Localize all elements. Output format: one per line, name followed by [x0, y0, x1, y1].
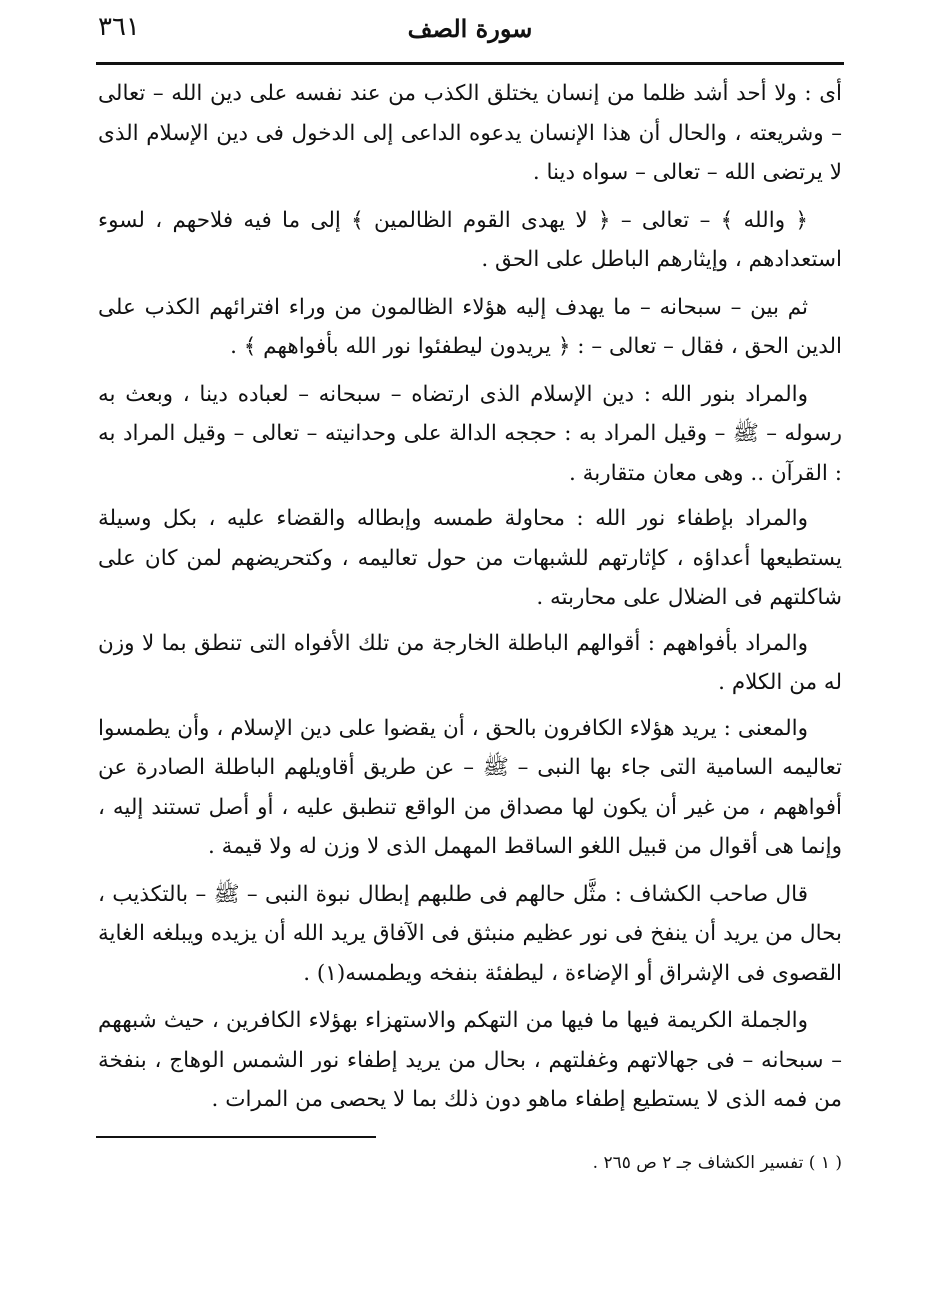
footnote-divider: [96, 1136, 376, 1138]
paragraph: والجملة الكريمة فيها ما فيها من التهكم والاستهزاء بهؤلاء الكافرين ، حيث شبههم – سبحانه – فى جهالاتهم وغفلتهم ، بحال من يريد إطفاء نور الشمس الوهاج ، بنفخة من فمه الذى لا يستطيع إطفاء ماهو دون ذلك بما لا يحصى من المرات .: [98, 1008, 842, 1112]
paragraph: ﴿ والله ﴾ – تعالى – ﴿ لا يهدى القوم الظالمين ﴾ إلى ما فيه فلاحهم ، لسوء استعدادهم ، وإيثارهم الباطل على الحق .: [98, 207, 842, 272]
header-divider: [96, 62, 844, 65]
running-title: سورة الصف: [407, 14, 533, 43]
body-text: [98, 74, 842, 1128]
paragraph: أى : ولا أحد أشد ظلما من إنسان يختلق الكذب من عند نفسه على دين الله – تعالى – وشريعته ، والحال أن هذا الإنسان يدعوه الداعى إلى الدخول فى دين الإسلام الذى لا يرتضى الله – تعالى – سواه دينا .: [98, 81, 842, 185]
paragraph: ثم بين – سبحانه – ما يهدف إليه هؤلاء الظالمون من وراء افترائهم الكذب على الدين الحق ، فقال – تعالى – : ﴿ يريدون ليطفئوا نور الله بأفواههم ﴾ .: [98, 294, 842, 359]
footnote: ( ١ ) تفسير الكشاف جـ ٢ ص ٢٦٥ .: [592, 1153, 842, 1173]
paragraph: والمراد بأفواههم : أقوالهم الباطلة الخارجة من تلك الأفواه التى تنطق بما لا وزن له من الكلام .: [98, 630, 842, 695]
page-number: ٣٦١: [98, 12, 140, 42]
paragraph: قال صاحب الكشاف : مثَّل حالهم فى طلبهم إبطال نبوة النبى – ﷺ – بالتكذيب ، بحال من يريد أن ينفخ فى نور عظيم منبثق فى الآفاق يريد الله أن يزيده ويبلغه الغاية القصوى فى الإشراق أو الإضاءة ، ليطفئة بنفخه ويطمسه(١) .: [98, 881, 842, 986]
paragraph: والمعنى : يريد هؤلاء الكافرون بالحق ، أن يقضوا على دين الإسلام ، وأن يطمسوا تعاليمه السامية التى جاء بها النبى – ﷺ – عن طريق أقاويلهم الباطلة الصادرة عن أفواههم ، من غير أن يكون لها مصداق من الواقع تنطبق عليه ، أو أصل تستند إليه ، وإنما هى أقوال من قبيل اللغو الساقط المهمل الذى لا وزن له ولا قيمة .: [98, 715, 842, 859]
paragraph: والمراد بإطفاء نور الله : محاولة طمسه وإبطاله والقضاء عليه ، بكل وسيلة يستطيعها أعداؤه ، كإثارتهم للشبهات من حول تعاليمه ، وكتحريضهم لمن كان على شاكلتهم فى الضلال على محاربته .: [98, 506, 842, 610]
paragraph: والمراد بنور الله : دين الإسلام الذى ارتضاه – سبحانه – لعباده دينا ، وبعث به رسوله – ﷺ – وقيل المراد به : حججه الدالة على وحدانيته – تعالى – وقيل المراد به : القرآن .. وهى معان متقاربة .: [98, 381, 843, 486]
